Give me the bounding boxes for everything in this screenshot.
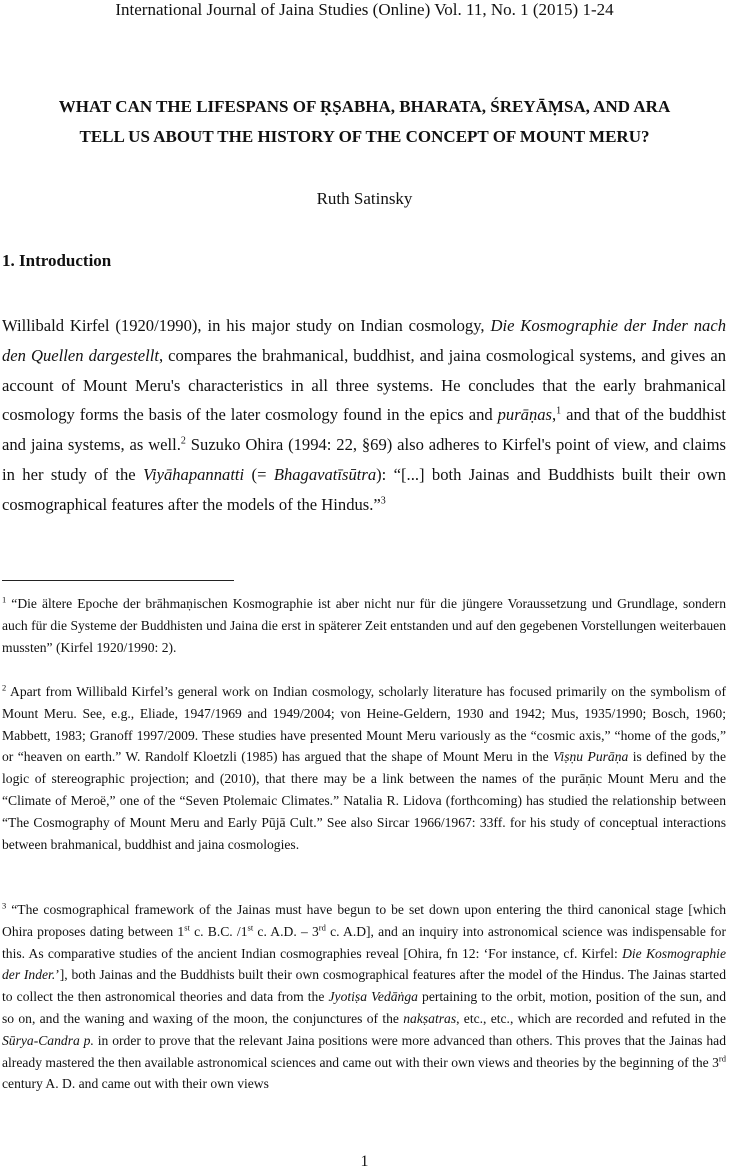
footnote-separator xyxy=(2,580,234,581)
paragraph-text: and that of the buddhist and jaina systems, as well. xyxy=(2,405,726,455)
footnote-3 xyxy=(2,899,726,1095)
paragraph-text: ): “[...] both Jainas and Buddhists built their own cosmographical features after the models of the Hindus.” xyxy=(2,464,726,514)
title-line-2: TELL US ABOUT THE HISTORY OF THE CONCEPT OF MOUNT MERU? xyxy=(79,127,650,146)
ordinal-suffix: rd xyxy=(318,922,326,933)
footnote-text: is defined by the logic of stereographic projection; and (2010), that there may be a link between the names of the purāṇic Mount Meru and the “Climate of Meroë,” one of the “Seven Ptolemaic Climates.” Natalia R. Lidova (forthcoming) has studied the relationship between “The Cosmography of Mount Meru and Early Pūjā Cult.” See also Sircar 1966/1967: 33ff. for his study of conceptual interactions between brahmanical, buddhist and jaina cosmologies. xyxy=(2,749,726,852)
intro-paragraph: Willibald Kirfel (1920/1990), in his major study on Indian cosmology, Die Kosmographie der Inder nach den Quellen dargestellt, compares the brahmanical, buddhist, and jaina cosmological systems, and gives an account of Mount Meru's characteristics in all three systems. He concludes that the early brahmanical cosmology forms the basis of the later cosmology found in the epics and purāṇas,$^1$ and that of the buddhist and jaina systems, as well.$^2$ Suzuko Ohira (1994: 22, §69) also adheres to Kirfel's point of view, and claims in her study of the Viyāhapannatti (= Bhagavatīsūtra): “[...] both Jainas and Buddhists built their own cosmographical features after the models of the Hindus.”$^3$ xyxy=(2,316,726,514)
paragraph-text: , compares the brahmanical, buddhist, and jaina cosmological systems, and gives an account of Mount Meru's characteristics in all three systems. He concludes that the early brahmanical cosmology forms the basis of the later cosmology found in the epics and xyxy=(2,345,726,425)
footnote-text: Apart from Willibald Kirfel’s general work on Indian cosmology, scholarly literature has focused primarily on the symbolism of Mount Meru. See, e.g., Eliade, 1947/1969 and 1949/2004; von Heine-Geldern, 1930 and 1942; Mus, 1935/1990; Bosch, 1960; Mabbett, 1983; Granoff 1997/2009. These studies have presented Mount Meru variously as the “cosmic axis,” “home of the gods,” or “heaven on earth.” W. Randolf Kloetzli (1985) has argued that the shape of Mount Meru in the xyxy=(2,684,726,765)
book-title: Die Kosmographie der Inder. xyxy=(2,945,726,983)
footnote-ref-3[interactable]: 3 xyxy=(380,495,386,507)
book-title: Die Kosmographie der Inder nach den Quellen dargestellt xyxy=(2,316,726,365)
text-title: Viyāhapannatti xyxy=(143,464,245,484)
footnote-text: in order to prove that the relevant Jaina positions were more advanced than others. This proves that the Jainas had already mastered the then available astronomical sciences and came out with their own views and theories by the beginning of the 3 xyxy=(2,1032,726,1070)
footnote-text: c. A.D], and an inquiry into astronomical science was indispensable for this. As comparative studies of the ancient Indian cosmographies reveal [Ohira, fn 12: ‘For instance, cf. Kirfel: xyxy=(2,923,727,961)
title-line-1: WHAT CAN THE LIFESPANS OF ṚṢABHA, BHARATA, ŚREYĀṂSA, AND ARA xyxy=(58,97,671,116)
author-name: Ruth Satinsky xyxy=(316,189,413,208)
footnote-text: century A. D. and came out with their own views xyxy=(2,1076,269,1092)
footnote-text: pertaining to the orbit, motion, position of the sun, and so on, and the waning and waxing of the moon, the conjunctures of the xyxy=(2,989,727,1026)
text-title: Sūrya-Candra p. xyxy=(2,1032,94,1048)
text-title: Bhagavatīsūtra xyxy=(273,464,377,484)
footnote-number: 1 xyxy=(2,594,7,605)
ordinal-suffix: st xyxy=(247,922,254,933)
footnote-text: “Die ältere Epoche der brāhmaṇischen Kosmographie ist aber nicht nur für die jüngere Voraussetzung und Grundlage, sondern auch für die Systeme der Buddhisten und Jaina die erst in späterer Zeit entstanden und auf den gegebenen Vorstellungen weiterbauen mussten” (Kirfel 1920/1990: 2). xyxy=(2,596,726,655)
paragraph-text: Willibald Kirfel (1920/1990), in his major study on Indian cosmology, xyxy=(2,316,491,335)
ordinal-suffix: st xyxy=(184,922,190,933)
footnote-2 xyxy=(2,681,726,855)
footnote-number: 3 xyxy=(2,900,7,911)
footnote-text: c. A.D. – 3 xyxy=(253,923,319,939)
footnote-text: c. B.C. /1 xyxy=(189,923,248,939)
paragraph-text: Suzuko Ohira (1994: 22, §69) also adheres to Kirfel's point of view, and claims in her study of the xyxy=(2,435,726,484)
text-title: Viṣṇu Purāṇa xyxy=(553,749,629,765)
footnote-text: ’], both Jainas and the Buddhists built their own cosmographical features after the model of the Hindus. The Jainas started to collect the then astronomical theories and data from the xyxy=(2,967,727,1005)
footnote-ref-2[interactable]: 2 xyxy=(180,435,186,447)
term: nakṣatras xyxy=(403,1010,457,1026)
footnote-ref-1[interactable]: 1 xyxy=(556,405,562,417)
paragraph-text: (= xyxy=(244,464,274,484)
term: purāṇas xyxy=(497,405,553,425)
article-title xyxy=(0,92,729,152)
text-title: Jyotiṣa Vedāṅga xyxy=(328,989,418,1005)
footnote-text: “The cosmographical framework of the Jainas must have begun to be set down upon entering the third canonical stage [which Ohira proposes dating between 1 xyxy=(2,902,726,939)
section-heading: 1. Introduction xyxy=(2,251,112,270)
running-head: International Journal of Jaina Studies (Online) Vol. 11, No. 1 (2015) 1-24 xyxy=(115,0,614,19)
footnote-1 xyxy=(2,593,726,658)
ordinal-suffix: rd xyxy=(718,1053,726,1064)
footnote-text: , etc., etc., which are recorded and refuted in the xyxy=(456,1010,726,1026)
page-number: 1 xyxy=(360,1153,369,1170)
footnote-number: 2 xyxy=(2,682,7,693)
